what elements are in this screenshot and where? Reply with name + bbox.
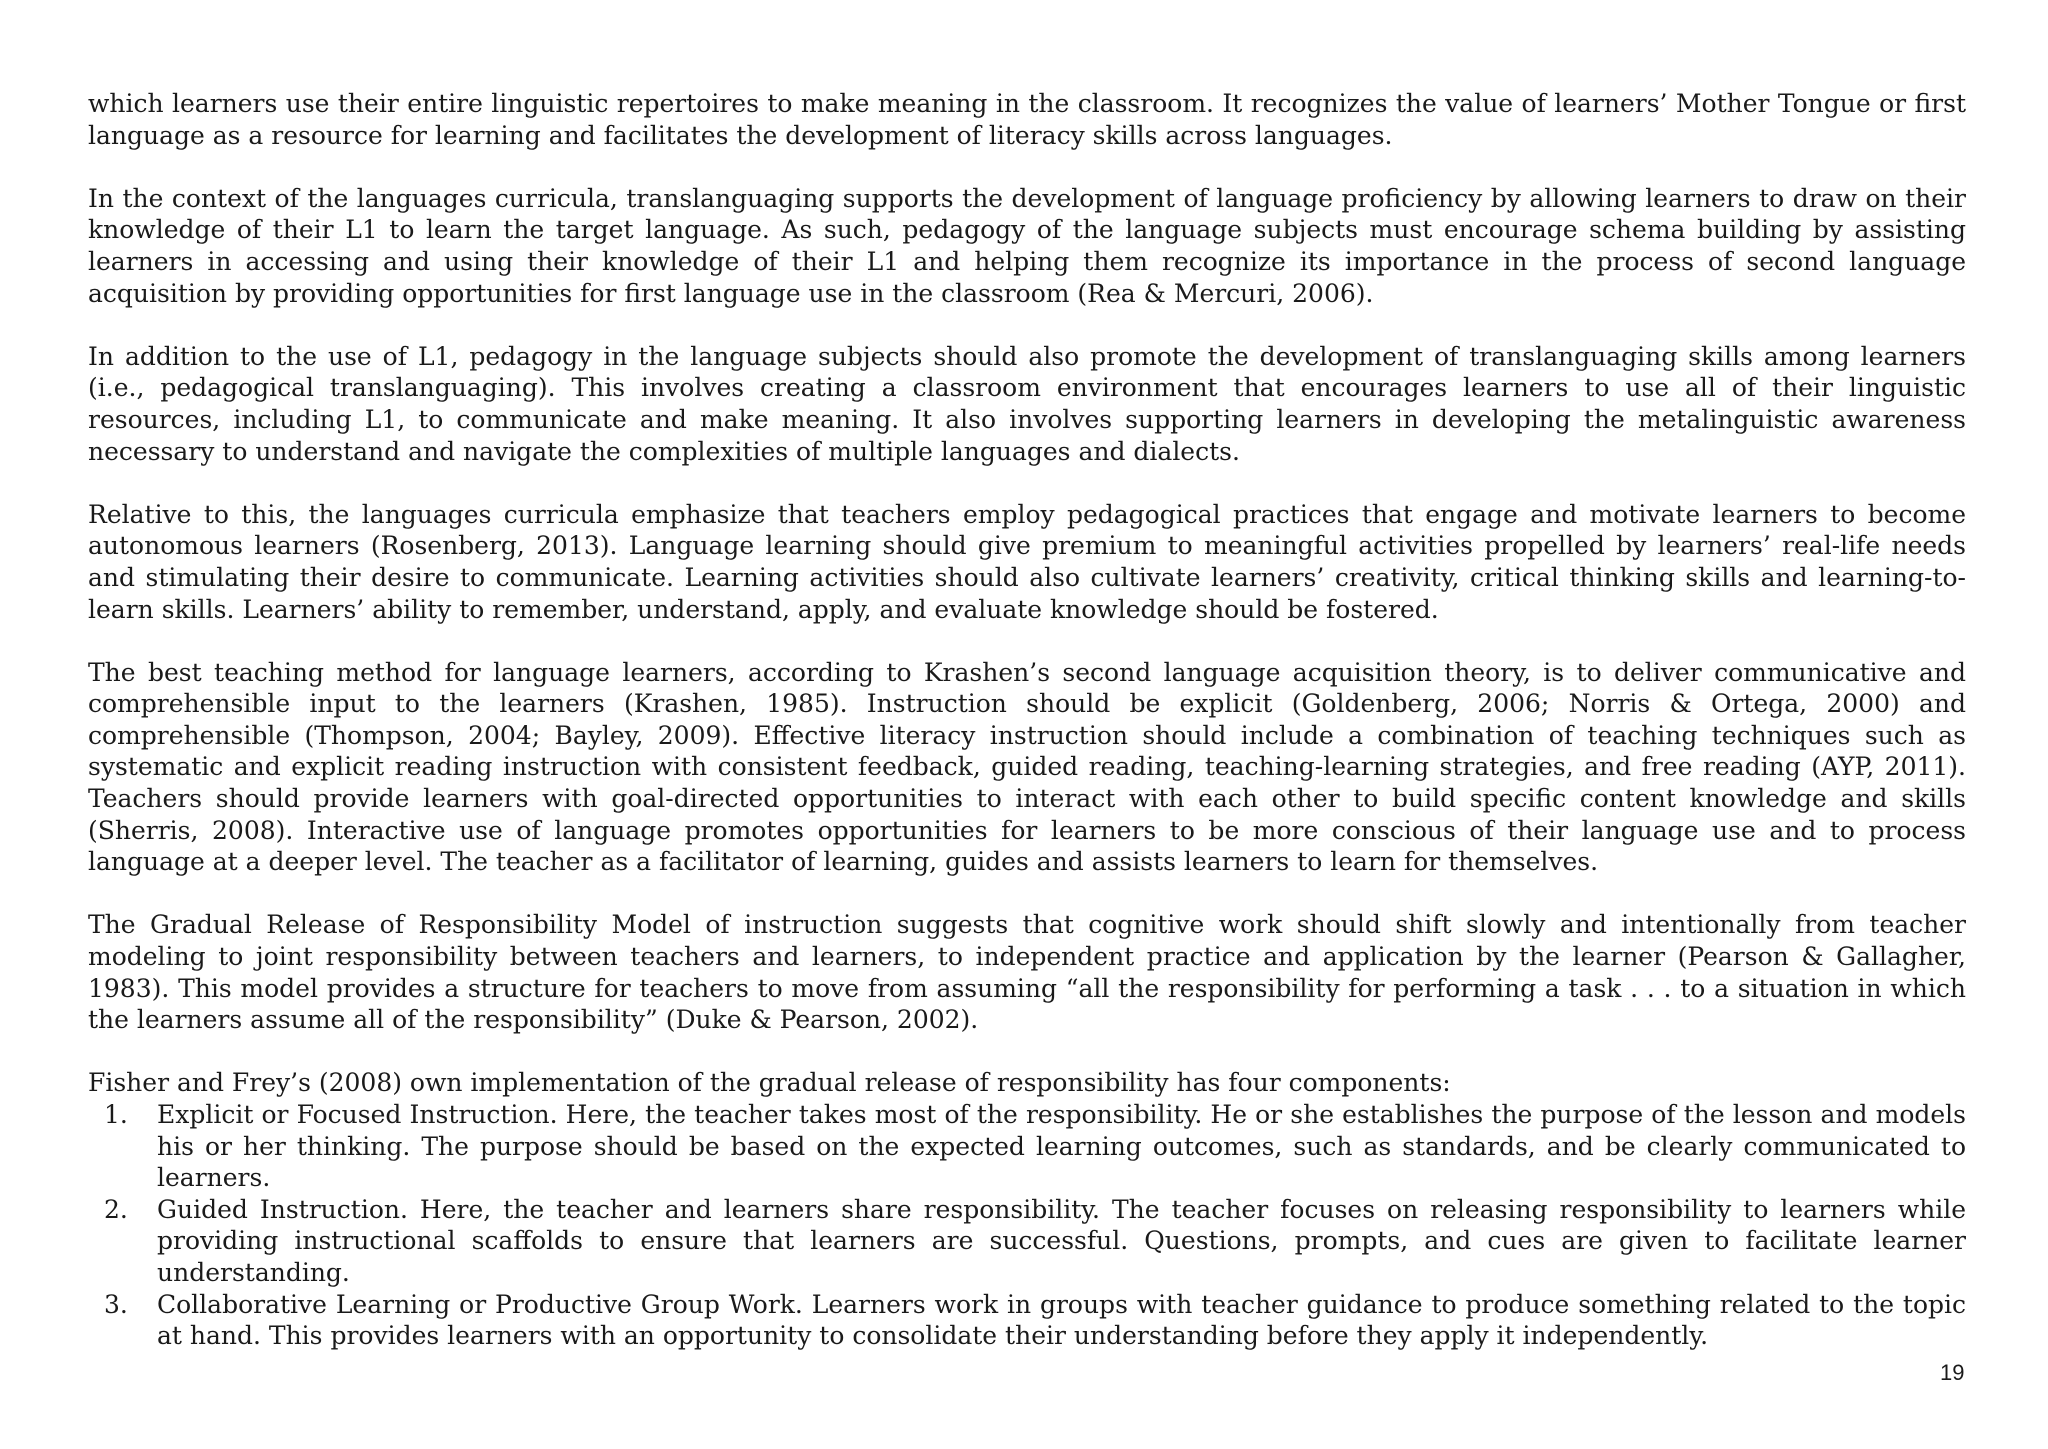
paragraph-languages-curricula-context: In the context of the languages curricula, translanguaging supports the development of language proficiency by allowing learners to draw on their knowledge of their L1 to learn the target language. As such, pedagogy of the language subjects must encourage schema building by assisting learners in accessing and using their knowledge of their L1 and helping them recognize its importance in the process of second language acquisition by providing opportunities for first language use in the classroom (Rea & Mercuri, 2006). xyxy=(88,183,1966,308)
list-item-text: Explicit or Focused Instruction. Here, the teacher takes most of the responsibility. He or she establishes the purpose of the lesson and models his or her thinking. The purpose should be based on the expected learning outcomes, such as standards, and be clearly communicated to learners. xyxy=(157,1100,1966,1193)
list-intro: Fisher and Frey’s (2008) own implementation of the gradual release of responsibility has four components: xyxy=(88,1068,1451,1098)
list-item-text: Guided Instruction. Here, the teacher and learners share responsibility. The teacher focuses on releasing responsibility to learners while providing instructional scaffolds to ensure that learners are successful. Questions, prompts, and cues are given to facilitate learner understanding. xyxy=(157,1194,1966,1287)
list-item xyxy=(88,1099,1966,1194)
paragraph-translanguaging-intro: which learners use their entire linguistic repertoires to make meaning in the classroom. It recognizes the value of learners’ Mother Tongue or first language as a resource for learning and facilitates the development of literacy skills across languages. xyxy=(88,89,1966,150)
list-item-number: 2. xyxy=(104,1194,128,1224)
page-number: 19 xyxy=(1940,1360,1965,1385)
paragraph-best-teaching-method: The best teaching method for language learners, according to Krashen’s second language acquisition theory, is to deliver communicative and comprehensible input to the learners (Krashen, 1985). Instruction should be explicit (Goldenberg, 2006; Norris & Ortega, 2000) and comprehensible (Thompson, 2004; Bayley, 2009). Effective literacy instruction should include a combination of teaching techniques such as systematic and explicit reading instruction with consistent feedback, guided reading, teaching-learning strategies, and free reading (AYP, 2011). Teachers should provide learners with goal-directed opportunities to interact with each other to build specific content knowledge and skills (Sherris, 2008). Interactive use of language promotes opportunities for learners to be more conscious of their language use and to process language at a deeper level. The teacher as a facilitator of learning, guides and assists learners to learn for themselves. xyxy=(88,657,1966,877)
list-item xyxy=(88,1194,1966,1289)
list-item xyxy=(88,1289,1966,1352)
paragraph-use-of-l1: In addition to the use of L1, pedagogy in the language subjects should also promote the development of translanguaging skills among learners (i.e., pedagogical translanguaging). This involves creating a classroom environment that encourages learners to use all of their linguistic resources, including L1, to communicate and make meaning. It also involves supporting learners in developing the metalinguistic awareness necessary to understand and navigate the complexities of multiple languages and dialects. xyxy=(88,341,1966,466)
paragraph-gradual-release-model: The Gradual Release of Responsibility Model of instruction suggests that cognitive work should shift slowly and intentionally from teacher modeling to joint responsibility between teachers and learners, to independent practice and application by the learner (Pearson & Gallagher, 1983). This model provides a structure for teachers to move from assuming “all the responsibility for performing a task . . . to a situation in which the learners assume all of the responsibility” (Duke & Pearson, 2002). xyxy=(88,910,1966,1035)
document-page xyxy=(88,88,1966,1352)
paragraph-autonomous-learners: Relative to this, the languages curricula emphasize that teachers employ pedagogical practices that engage and motivate learners to become autonomous learners (Rosenberg, 2013). Language learning should give premium to meaningful activities propelled by learners’ real-life needs and stimulating their desire to communicate. Learning activities should also cultivate learners’ creativity, critical thinking skills and learning-to-learn skills. Learners’ ability to remember, understand, apply, and evaluate knowledge should be fostered. xyxy=(88,499,1966,624)
list-item-number: 1. xyxy=(104,1100,128,1129)
list-item-text: Collaborative Learning or Productive Group Work. Learners work in groups with teacher guidance to produce something related to the topic at hand. This provides learners with an opportunity to consolidate their understanding before they apply it independently. xyxy=(157,1289,1966,1351)
list-item-number: 3. xyxy=(104,1289,128,1319)
components-list xyxy=(88,1099,1966,1352)
